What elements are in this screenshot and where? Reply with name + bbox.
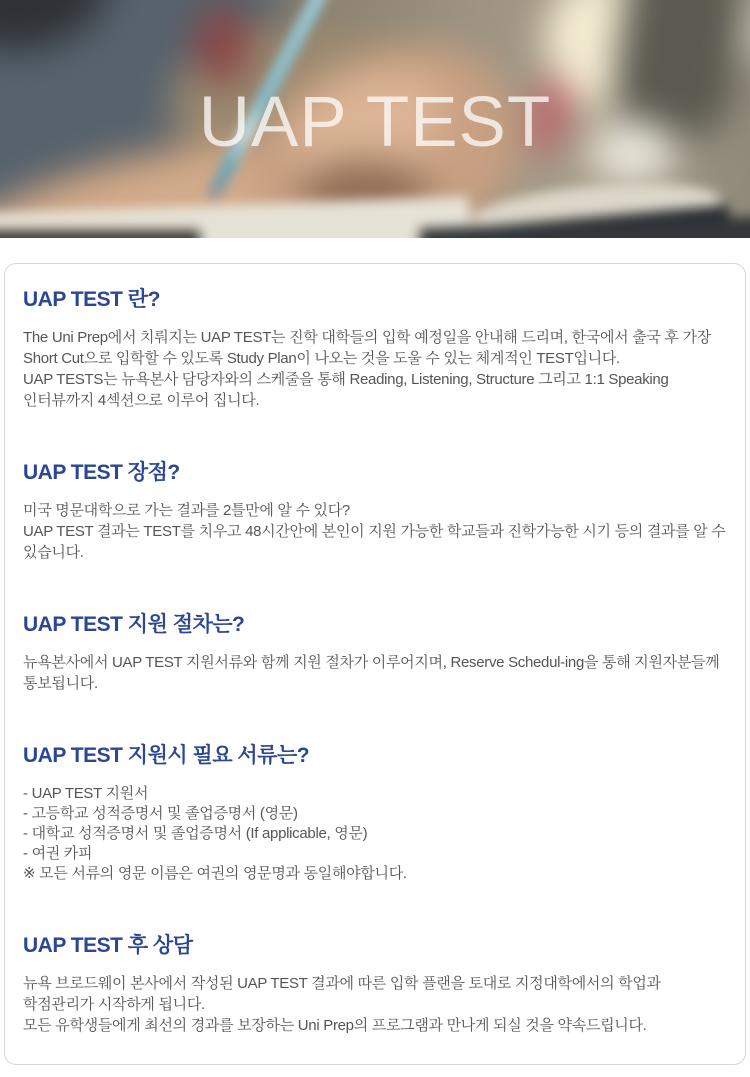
section-uap-test-advantages: [23, 461, 727, 563]
section-heading: UAP TEST 지원시 필요 서류는?: [23, 744, 310, 768]
section-uap-test-counseling: [23, 934, 727, 1036]
hero-title: UAP TEST: [198, 82, 552, 162]
section-paragraph: 뉴욕본사에서 UAP TEST 지원서류와 함께 지원 절차가 이루어지며, Reserve Schedul-ing을 통해 지원자분들께 통보됩니다.: [23, 654, 720, 693]
document-note: ※ 모든 서류의 영문 이름은 여권의 영문명과 동일해야합니다.: [23, 864, 407, 882]
content-card: [4, 263, 746, 1065]
section-paragraph: UAP TESTS는 뉴욕본사 담당자와의 스케줄을 통해 Reading, Listening, Structure 그리고 1:1 Speaking 인터뷰까지 4섹션으로 이루어 집니다.: [23, 371, 669, 410]
section-heading: UAP TEST 지원 절차는?: [23, 613, 245, 637]
document-list-item: - 여권 카피: [23, 844, 93, 862]
hero-banner: [0, 0, 750, 238]
section-heading: UAP TEST 란?: [23, 288, 160, 311]
section-uap-test-documents: [23, 744, 727, 883]
section-paragraph: UAP TEST 결과는 TEST를 치우고 48시간안에 본인이 지원 가능한 학교들과 진학가능한 시기 등의 결과를 알 수 있습니다.: [23, 523, 726, 562]
section-paragraph: 뉴욕 브로드웨이 본사에서 작성된 UAP TEST 결과에 따른 입학 플랜을 토대로 지정대학에서의 학업과 학점관리가 시작하게 됩니다.: [23, 974, 661, 1013]
section-uap-test-procedure: [23, 613, 727, 694]
section-paragraph: The Uni Prep에서 치뤄지는 UAP TEST는 진학 대학들의 입학 예정일을 안내해 드리며, 한국에서 출국 후 가장 Short Cut으로 입학할 수 있도록 Study Plan이 나오는 것을 도울 수 있는 체계적인 TEST입니다.: [23, 329, 711, 368]
section-heading: UAP TEST 후 상담: [23, 933, 193, 957]
document-list-item: - 고등학교 성적증명서 및 졸업증명서 (영문): [23, 804, 298, 822]
section-heading: UAP TEST 장점?: [23, 461, 180, 485]
section-paragraph: 미국 명문대학으로 가는 결과를 2틀만에 알 수 있다?: [23, 502, 350, 520]
section-paragraph: 모든 유학생들에게 최선의 경과를 보장하는 Uni Prep의 프로그램과 만나게 되실 것을 약속드립니다.: [23, 1016, 647, 1034]
section-uap-test-intro: [23, 288, 727, 411]
document-list-item: - 대학교 성적증명서 및 졸업증명서 (If applicable, 영문): [23, 824, 368, 842]
document-list-item: - UAP TEST 지원서: [23, 784, 149, 802]
